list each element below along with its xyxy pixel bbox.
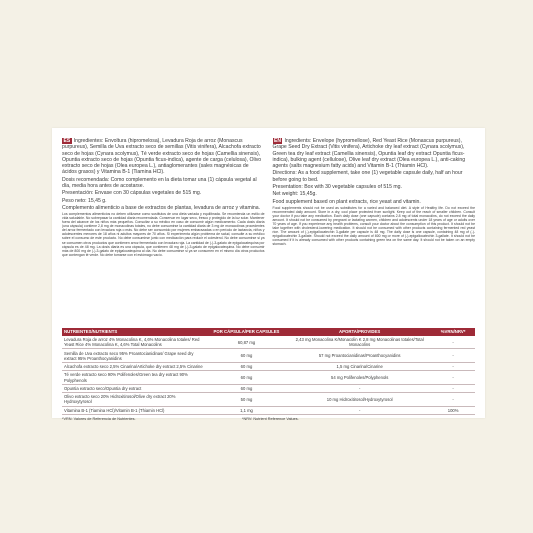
- es-warnings: Los complementos alimenticios no deben utilizarse como sustitutos de una dieta variada y equilibrada. Se recomienda un estilo de vida saludable. No sobrepasar la cantidad diaria recomendada. Conservar en lugar seco, fresco y protegido de la luz solar. Mantener fuera del alcance de los niños más pequeños. Consultar a su médico en caso de consumir algún medicamento. Cada dosis diaria (una cápsula) contiene 2,8 mg de monacolinas totales, no debe consumirse la cantidad diaria de 3 mg de monacolinas procedentes del arroz fermentado con levadura roja o más. No debe ser consumido por mujeres embarazadas o en período de lactancia, niños y adolescentes menores de 18 años ni adultos mayores de 70 años. Si experimenta algún problema de salud, consulte a su médico sobre el consumo de este producto. No debe consumirse junto con medicación para reducir el colesterol. No debe consumirse si ya se consumen otros productos que contienen arroz fermentado con levadura roja. La cantidad de (-)-3-galato de epigalocatequina por cápsula es de 48 mg. La dosis diaria es una cápsula, que contienen 48 mg de (-)-3-galato de epigalocatequina. No debe consumir más de 800 mg de (-)-3-galato de epigalocatequina al día. No debe consumirse si ya se consumen en el mismo día otros productos que contengan té verde. No debe tomarse con el estómago vacío.: [62, 212, 265, 257]
- row-name: Semilla de Uva extracto seco 95% Proantocianidinas/ Grape seed dry extract 95% Proanthocyanidins: [62, 349, 205, 362]
- row-nrv: -: [431, 336, 475, 349]
- row-provides: -: [288, 384, 431, 392]
- table-row: [62, 336, 475, 349]
- en-weight: Net weight: 15,45g.: [272, 191, 317, 198]
- label-card: [52, 128, 485, 421]
- english-column: [273, 138, 476, 258]
- table-row: [62, 362, 475, 370]
- es-dose: Dosis recomendada: Como complemento en la dieta tomar una (1) cápsula vegetal al día, media hora antes de acostarse.: [62, 176, 257, 189]
- row-per-capsule: 50 mg: [205, 393, 288, 406]
- table-row: [62, 349, 475, 362]
- en-presentation: Presentation: Box with 30 vegetable capsules of 515 mg.: [272, 183, 402, 190]
- es-description: Complemento alimenticio a base de extractos de plantas, levadura de arroz y vitamina.: [62, 204, 261, 211]
- en-warnings: Food supplements should not be used as substitutes for a varied and balanced diet. A style of Healthy life. Do not exceed the recommended daily amount. Store in a dry, cool place protected from sunlight. Keep out of the reach of smaller children. Consult your doctor if you take any medication. Each daily dose (one capsule) contains 2.8 mg of total monacolins, do not exceed the daily amount. It should not be consumed by pregnant or lactating women, children and adolescents under 18 years of age or adults over 70 years of age. If you experience any health problems, consult your doctor about the consumption of this product. It should not be take together with cholesterol-lowering medication. It should not be consumed with other products containing fermented red yeast rice. The amount of (-)-epigallocatechin 3-gallate per capsule is 48 mg. The daily dose is one capsule, containing 48 mg of (-)-epigallocatechin 3-gallate. Should not exceed the daily amount of 800 mg or more of (-)-epigallocatechin 3-gallate. It should not be consumed if it is already consumed with other products containing green tea on the same day. It should not be taken on an empty stomach.: [272, 205, 475, 247]
- en-directions: Directions: As a food supplement, take one (1) vegetable capsule daily, half an hour before going to bed.: [272, 170, 463, 183]
- table-footnotes: [62, 417, 475, 421]
- es-ingredients: ES Ingredientes: Envoltura (hipromelosa), Levadura Roja de arroz (Monascus purpureus), Semilla de Uva extracto seco de semillas (Vitis vinifera), Alcachofa extracto seco de hojas (Cynara scolymus), Té verde extracto seco de hojas (Camellia sinensis), Opuntia extracto seco de hojas (Opuntia ficus-indica), agente de carga (celulosa), Olivo extracto seco de hojas (Olea europea L.), antiaglomerantes (sales magnésicas de ácidos grasos) y Vitamina B-1 (Tiamina HCl).: [62, 138, 262, 176]
- row-nrv: -: [431, 393, 475, 406]
- table-row: [62, 393, 475, 406]
- header-per-capsule: POR CÁPSULA/PER CAPSULES: [205, 328, 288, 336]
- table-header-row: [62, 328, 475, 336]
- row-name: Opuntia extracto seco/Opuntia dry extract: [62, 384, 205, 392]
- es-weight: Peso neto: 15,45 g.: [62, 197, 107, 204]
- row-provides: -: [288, 406, 431, 414]
- row-name: Té verde extracto seco 90% Polifenoles/Green tea dry extract 90% Polyphenols: [62, 371, 205, 384]
- nutrition-table-wrap: [62, 328, 475, 421]
- text-columns: [62, 138, 475, 258]
- row-per-capsule: 1,1 mg: [205, 406, 288, 414]
- row-per-capsule: 60 mg: [205, 384, 288, 392]
- row-provides: 54 mg Polifenoles/Polyphenols: [288, 371, 431, 384]
- spanish-column: [62, 138, 265, 258]
- row-provides: 1,5 mg Cinarina/Cinarine: [288, 362, 431, 370]
- row-nrv: -: [431, 384, 475, 392]
- row-provides: 57 mg Proantocianidinas/Proanthocyanidins: [288, 349, 431, 362]
- row-nrv: -: [431, 362, 475, 370]
- header-nrv: %VRN/NRV*: [431, 328, 475, 336]
- row-name: Vitamina B-1 (Tiamina HCl)/Vitamin B-1 (Thiamin HCl): [62, 406, 205, 414]
- es-presentation: Presentación: Envase con 30 cápsulas vegetales de 515 mg.: [62, 190, 202, 197]
- table-row: [62, 406, 475, 414]
- row-name: Alcachofa extracto seco 2,5% Cinarina/Artichoke dry extract 2,5% Cinarine: [62, 362, 205, 370]
- nutrition-table: [62, 328, 475, 415]
- row-provides: 10 mg Hidroxitirosol/Hydroxytyrosol: [288, 393, 431, 406]
- es-lang-badge: ES: [63, 138, 71, 144]
- row-nrv: -: [431, 371, 475, 384]
- row-name: Levadura Roja de arroz 4% Monacolina K, 4,6% Monacolina totales/ Red Yeast Rice 4% Monacolina K, 4,6% Total Monacolins: [62, 336, 205, 349]
- table-row: [62, 371, 475, 384]
- footnote-en: *NRV: Nutrient Reference Values.: [242, 416, 299, 421]
- row-provides: 2,43 mg Monacolina K/Monacolin K 2,8 mg Monacolinas totales/Total Monacolins: [288, 336, 431, 349]
- en-description: Food supplement based on plant extracts, rice yeast and vitamin.: [272, 198, 421, 205]
- row-name: Olivo extracto seco 20% Hidroxitirosol/Olive dry extract 20% Hydroxytyrosol: [62, 393, 205, 406]
- footnote-es: *VRN: Valores de Referencia de Nutrientes.: [62, 416, 136, 421]
- row-per-capsule: 60 mg: [205, 371, 288, 384]
- row-nrv: -: [431, 349, 475, 362]
- row-per-capsule: 60 mg: [205, 362, 288, 370]
- en-lang-badge: EN: [274, 138, 281, 144]
- row-nrv: 100%: [431, 406, 475, 414]
- header-provides: APORTA/PROVIDES: [288, 328, 431, 336]
- row-per-capsule: 60,87 mg: [205, 336, 288, 349]
- table-row: [62, 384, 475, 392]
- row-per-capsule: 60 mg: [205, 349, 288, 362]
- header-nutrients: NUTRIENTES/NUTRIENTS: [62, 328, 205, 336]
- en-ingredients: EN Ingredients: Envelope (hypromellose), Red Yeast Rice (Monascus purpureus), Grape Seed Dry Extract (Vitis vinifera), Artichoke dry leaf extract (Cynara scolymus), Green tea dry leaf extract (Camellia sinensis), Opuntia leaf dry extract Opuntia ficus-indica), bulking agent (cellulose), Olive leaf dry extract (Olea europea L.), anti-caking agents (salts magnesium fatty acids) and Vitamin B-1 (Thiamin HCl).: [272, 138, 466, 170]
